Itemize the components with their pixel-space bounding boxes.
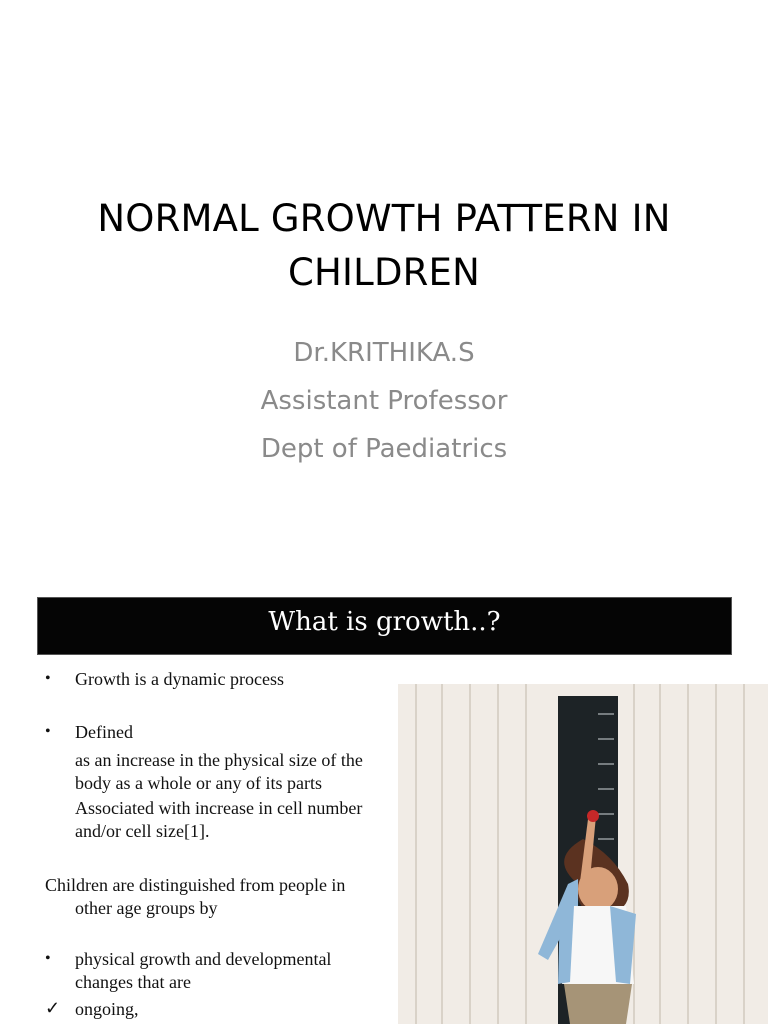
- slide-title: [40, 192, 728, 300]
- paragraph-line-2: other age groups by: [75, 898, 218, 918]
- bullet-physical-growth-line-1: physical growth and developmental: [75, 949, 332, 969]
- checkmark-icon: ✓: [45, 998, 61, 1018]
- check-item-ongoing: ongoing,: [75, 999, 139, 1019]
- slide-heading: What is growth..?: [268, 607, 501, 637]
- bullet-growth-dynamic: Growth is a dynamic process: [75, 669, 284, 689]
- bullet-defined: Defined: [75, 722, 133, 742]
- author-department: Dept of Paediatrics: [260, 434, 508, 464]
- bullet-icon: •: [45, 950, 51, 967]
- bullet-icon: •: [45, 670, 51, 687]
- child-height-chart-photo: [398, 684, 768, 1024]
- author-position: Assistant Professor: [260, 386, 508, 416]
- title-line-2: CHILDREN: [287, 251, 481, 294]
- bullet-physical-growth-line-2: changes that are: [75, 972, 191, 992]
- definition-line-1: as an increase in the physical size of the: [75, 750, 363, 770]
- slide-heading-banner: [37, 597, 732, 655]
- bullet-icon: •: [45, 723, 51, 740]
- title-line-1: NORMAL GROWTH PATTERN IN: [97, 197, 671, 240]
- definition-line-3: Associated with increase in cell number: [75, 798, 363, 818]
- paragraph-line-1: Children are distinguished from people in: [45, 875, 346, 895]
- content-slide: [0, 560, 768, 1024]
- author-name: Dr.KRITHIKA.S: [293, 338, 475, 368]
- definition-line-2: body as a whole or any of its parts: [75, 773, 322, 793]
- definition-line-4: and/or cell size[1].: [75, 821, 210, 841]
